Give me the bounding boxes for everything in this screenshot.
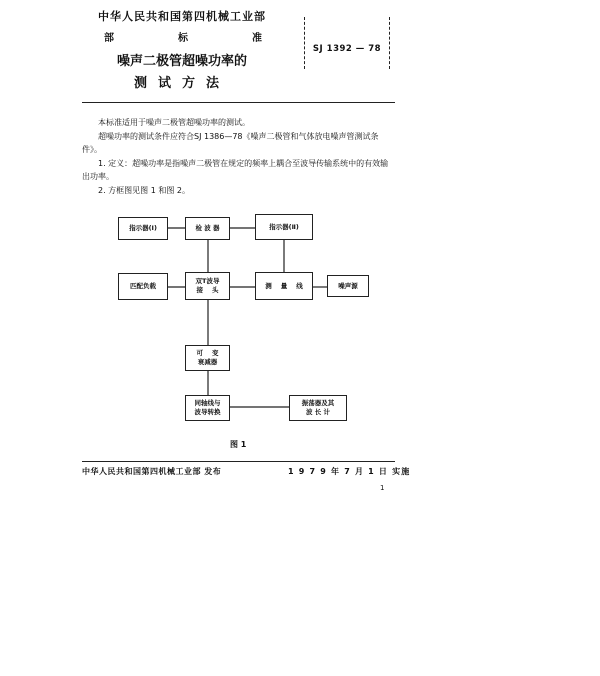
noise-source-label: 噪声源 <box>338 281 358 290</box>
attenuator-label-line1: 可 变 <box>196 349 219 357</box>
coax-adapter-label-line1: 同轴线与 <box>194 399 221 407</box>
detector-label: 检 波 器 <box>195 224 220 232</box>
slotted-line-label: 测 量 线 <box>265 281 303 290</box>
page-number: 1 <box>380 484 385 492</box>
body-text <box>82 116 396 197</box>
coax-waveguide-adapter-box <box>185 395 230 421</box>
document-title-line2: 测试方法 <box>133 76 230 91</box>
dept-char-1: 部 <box>104 33 114 44</box>
paragraph-scope: 本标准适用于噪声二极管超噪功率的测试。 <box>98 118 250 127</box>
oscillator-label-line1: 振荡器及其 <box>301 399 335 407</box>
slotted-line-box <box>255 272 313 300</box>
figure-caption: 图 1 <box>230 440 247 449</box>
indicator-2-box <box>255 214 313 240</box>
noise-source-box <box>327 275 369 297</box>
matched-load-box <box>118 273 168 300</box>
document-title-line1: 噪声二极管超噪功率的 <box>116 54 247 69</box>
paragraph-definition: 1. 定义：超噪功率是指噪声二极管在规定的频率上耦合至波导传输系统中的有效输出功率。 <box>82 158 389 181</box>
header-rule <box>82 102 395 103</box>
footer-implementation-date: 1 9 7 9 年 7 月 1 日 实施 <box>288 467 411 476</box>
standard-code: SJ 1392 — 78 <box>312 44 382 54</box>
dept-char-3: 准 <box>252 33 262 44</box>
coax-adapter-label-line2: 波导转换 <box>194 408 221 416</box>
standard-code-box <box>304 17 390 69</box>
matched-load-label: 匹配负载 <box>130 282 156 290</box>
oscillator-wavemeter-box <box>289 395 347 421</box>
double-t-label-line1: 双T波导 <box>195 277 220 285</box>
paragraph-conditions: 超噪功率的测试条件应符合SJ 1386—78《噪声二极管和气体放电噪声管测试条件》。 <box>82 131 379 154</box>
variable-attenuator-box <box>185 345 230 371</box>
department-standard-label <box>104 29 262 44</box>
indicator-1-box <box>118 217 168 240</box>
oscillator-label-line2: 波 长 计 <box>305 408 331 416</box>
block-diagram-figure-1 <box>82 200 396 460</box>
attenuator-label-line2: 衰减器 <box>197 358 218 366</box>
footer-rule <box>82 461 395 462</box>
ministry-name: 中华人民共和国第四机械工业部 <box>98 10 266 23</box>
double-t-label-line2: 接 头 <box>196 286 219 294</box>
footer-publisher: 中华人民共和国第四机械工业部 发布 <box>82 467 222 476</box>
detector-box <box>185 217 230 240</box>
dept-char-2: 标 <box>178 33 188 44</box>
double-t-junction-box <box>185 272 230 300</box>
indicator-2-label: 指示器(Ⅱ) <box>269 222 299 231</box>
indicator-1-label: 指示器(Ⅰ) <box>129 224 157 232</box>
paragraph-diagram-ref: 2. 方框图见图 1 和图 2。 <box>98 185 190 195</box>
